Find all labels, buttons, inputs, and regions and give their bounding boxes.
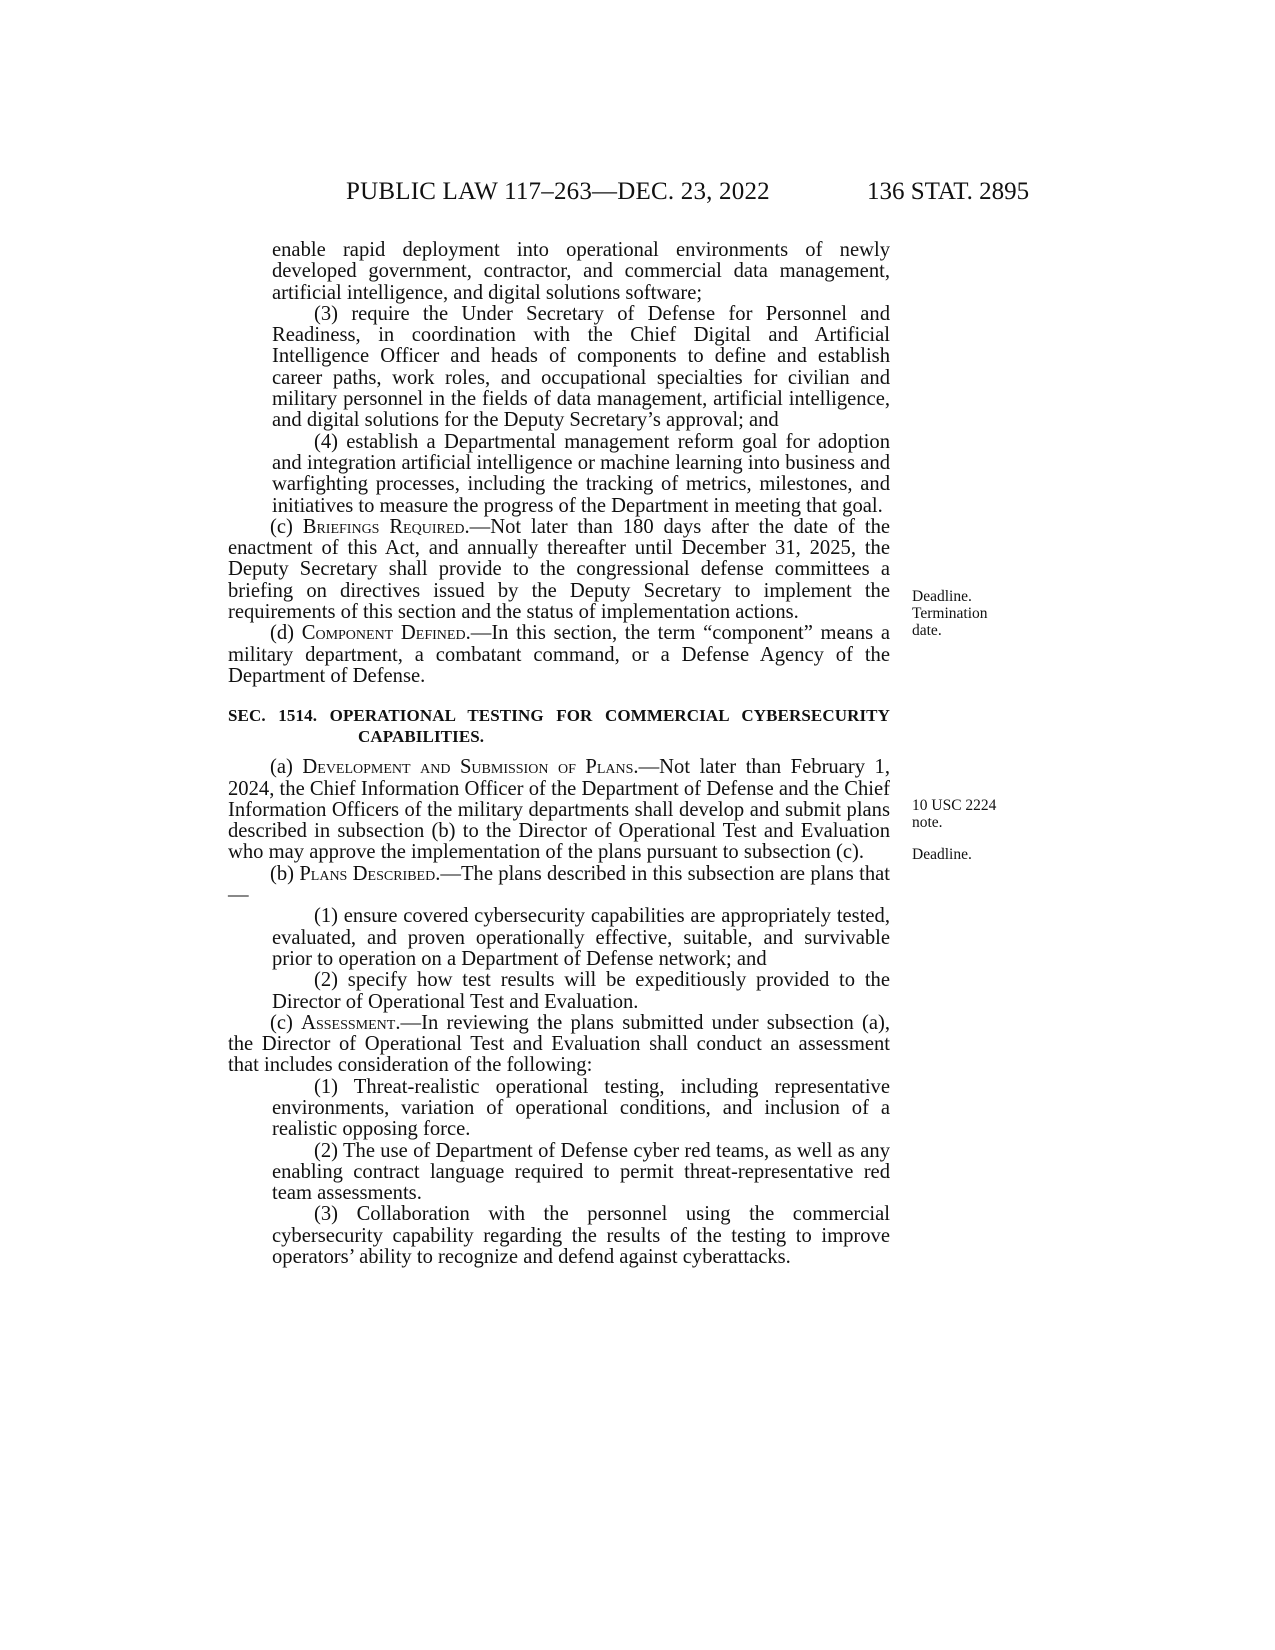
paragraph-c3: (3) Collaboration with the personnel using the commercial cybersecurity capability regarding the results of the testing to improve operators’ ability to recognize and defend against cyberattacks. (272, 1203, 890, 1269)
subsection-label: (c) (270, 515, 303, 538)
section-heading: SEC. 1514. OPERATIONAL TESTING FOR COMMERCIAL CYBERSECURITY CAPABILITIES. (228, 706, 890, 747)
subsection-heading: Assessment (301, 1011, 396, 1034)
subsection-text: .—Not later than 180 days after the date of the enactment of this Act, and annually thereafter until December 31, 2025, the Deputy Secretary shall provide to the congressional defense committees a briefing on directives issued by the Deputy Secretary to implement the requirements of this section and the status of implementation actions. (228, 515, 891, 624)
subsection-c-briefings (228, 517, 890, 623)
margin-note-line: Termination (912, 605, 988, 622)
paragraph-b1: (1) ensure covered cybersecurity capabilities are appropriately tested, evaluated, and proven operationally effective, suitable, and survivable prior to operation on a Department of Defense network; and (272, 905, 890, 970)
subsection-heading: Development and Submission of Plans (302, 756, 634, 779)
subsection-text: .—Not later than February 1, 2024, the Chief Information Officer of the Department of Defense and the Chief Information Officers of the military departments shall develop and submit plans described in subsection (b) to the Director of Operational Test and Evaluation who may approve the implementation of the plans pursuant to subsection (c). (228, 756, 890, 864)
subsection-text: .—In reviewing the plans submitted under subsection (a), the Director of Operational Test and Evaluation shall conduct an assessment that includes consideration of the following: (228, 1011, 890, 1077)
subsection-b-plans-described (228, 864, 890, 907)
subsection-heading: Plans Described (299, 862, 436, 885)
subsection-label: (c) (270, 1011, 302, 1034)
margin-note-line: Deadline. (912, 588, 972, 605)
subsection-c-assessment (228, 1013, 890, 1077)
margin-note-line: note. (912, 814, 943, 831)
margin-note-line: Deadline. (912, 846, 972, 863)
margin-note-line: 10 USC 2224 (912, 797, 997, 814)
subsection-text: .—The plans described in this subsection are plans that— (228, 862, 890, 907)
margin-note-deadline (912, 846, 1032, 863)
subsection-d-component (228, 623, 890, 687)
subsection-heading: Briefings Required (302, 515, 465, 538)
margin-note-deadline-termination (912, 588, 1032, 639)
subsection-label: (a) (270, 756, 303, 779)
page-number: 136 STAT. 2895 (867, 178, 1030, 205)
paragraph-4: (4) establish a Departmental management reform goal for adoption and integration artificial intelligence or machine learning into business and warfighting processes, including the tracking of metrics, milestones, and initiatives to measure the progress of the Department in meeting that goal. (272, 430, 890, 517)
running-head: PUBLIC LAW 117–263—DEC. 23, 2022 (346, 178, 770, 205)
paragraph-c2: (2) The use of Department of Defense cyber red teams, as well as any enabling contract language required to permit threat-representative red team assessments. (272, 1139, 890, 1205)
paragraph-3: (3) require the Under Secretary of Defense for Personnel and Readiness, in coordination with the Chief Digital and Artificial Intelligence Officer and heads of components to define and establish career paths, work roles, and occupational specialties for civilian and military personnel in the fields of data management, artificial intelligence, and digital solutions for the Deputy Secretary’s approval; and (272, 302, 890, 432)
subsection-a-plans (228, 757, 890, 863)
paragraph-c1: (1) Threat-realistic operational testing, including representative environments, variation of operational conditions, and inclusion of a realistic opposing force. (272, 1075, 890, 1141)
subsection-label: (d) (270, 622, 302, 645)
page-header (0, 178, 1275, 218)
subsection-text: .—In this section, the term “component” means a military department, a combatant command, or a Defense Agency of the Department of Defense. (228, 622, 890, 687)
paragraph-continuation: enable rapid deployment into operational environments of newly developed government, contractor, and commercial data management, artificial intelligence, and digital solutions software; (272, 239, 890, 304)
page-body (228, 240, 890, 1268)
margin-note-line: date. (912, 622, 942, 639)
subsection-heading: Component Defined (301, 622, 466, 645)
paragraph-b2: (2) specify how test results will be expeditiously provided to the Director of Operational Test and Evaluation. (272, 969, 890, 1013)
margin-note-usc (912, 797, 1032, 831)
subsection-label: (b) (270, 862, 300, 885)
